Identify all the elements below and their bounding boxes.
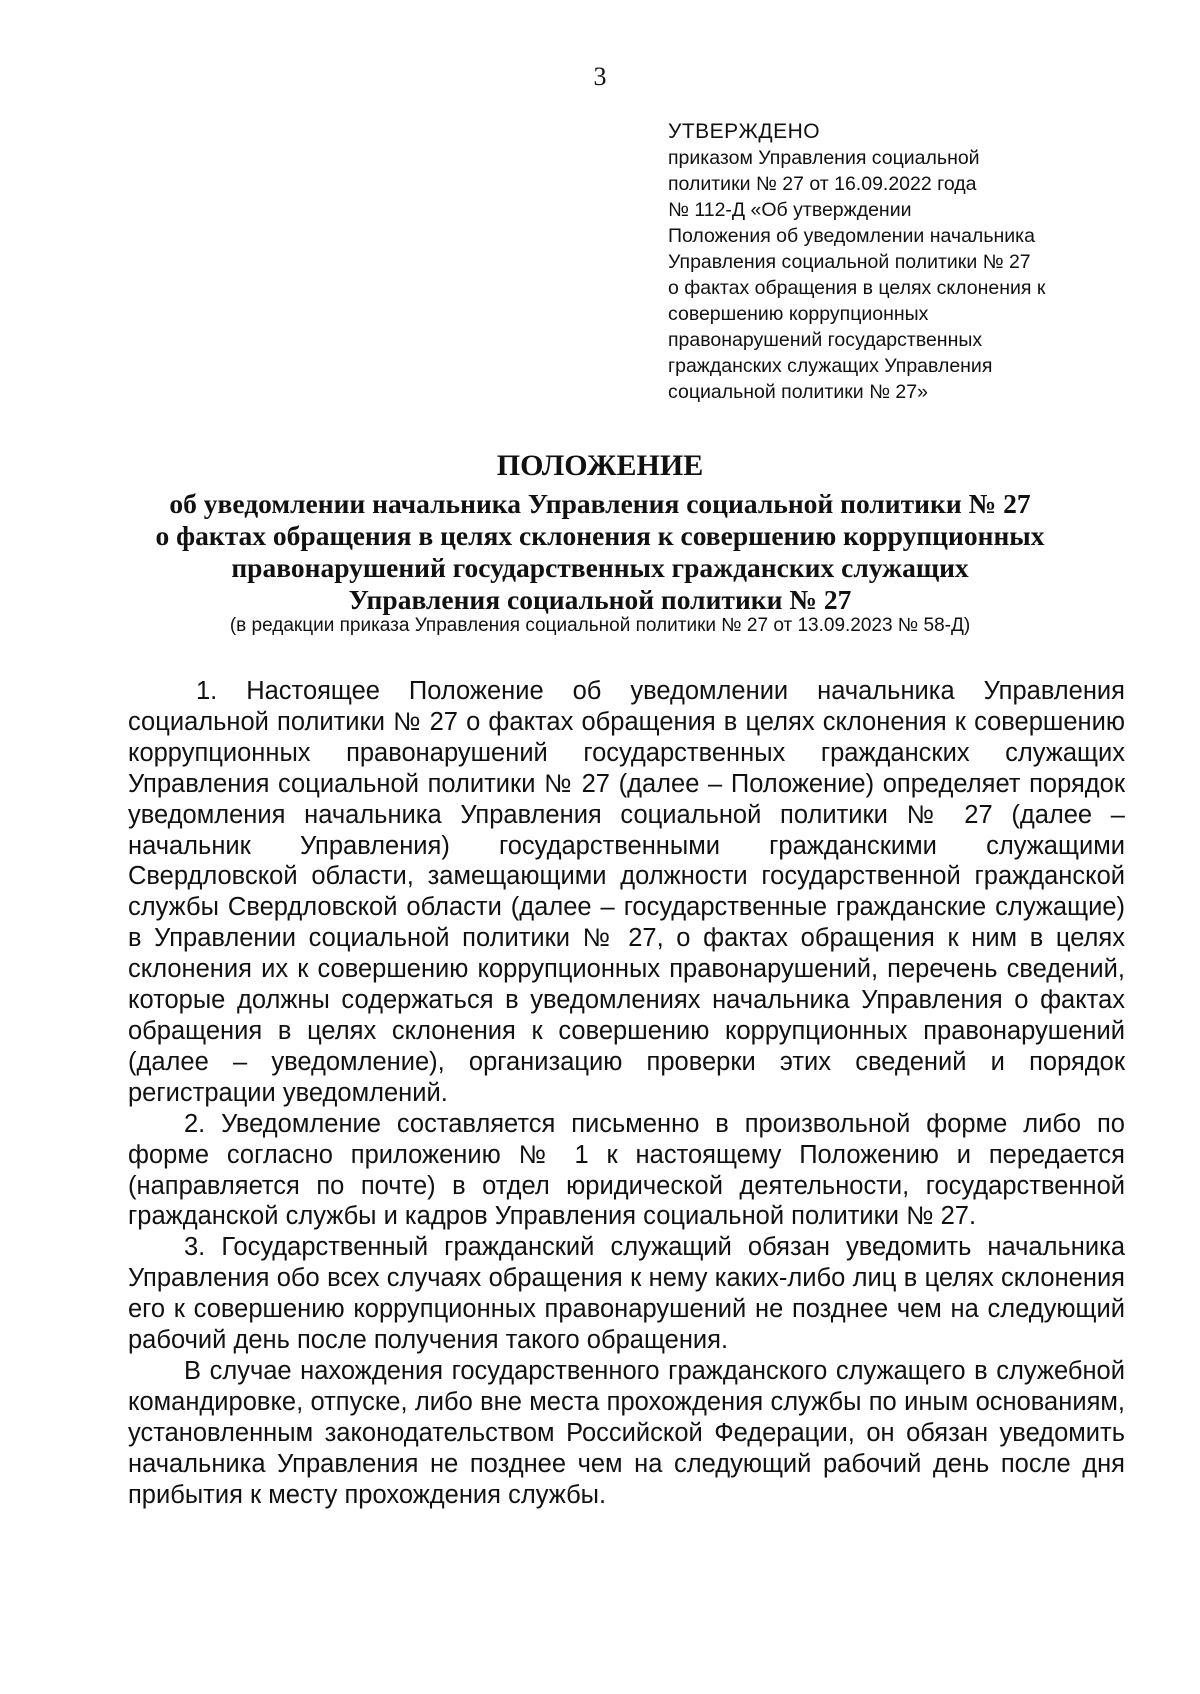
subtitle-line: о фактах обращения в целях склонения к совершению коррупционных [155, 520, 1045, 551]
paragraph-1: 1. Настоящее Положение об уведомлении начальника Управления социальной политики № 27 о фактах обращения в целях склонения к совершению коррупционных правонарушений государственных гражданских служащих Управления социальной политики № 27 (далее – Положение) определяет порядок уведомления начальника Управления социальной политики № 27 (далее – начальник Управления) государственными гражданскими служащими Свердловской области, замещающими должности государственной гражданской службы Свердловской области (далее – государственные гражданские служащие) в Управлении социальной политики № 27, о фактах обращения к ним в целях склонения их к совершению коррупционных правонарушений, перечень сведений, которые должны содержаться в уведомлениях начальника Управления о фактах обращения в целях склонения к совершению коррупционных правонарушений (далее – уведомление), организацию проверки этих сведений и порядок регистрации уведомлений. [128, 677, 1125, 1107]
approval-line: социальной политики № 27» [668, 381, 928, 403]
subtitle-line: об уведомлении начальника Управления социальной политики № 27 [169, 488, 1031, 519]
document-body [128, 676, 1125, 1510]
approval-line: правонарушений государственных [668, 329, 983, 351]
approval-line: о фактах обращения в целях склонения к [668, 277, 1046, 299]
edition-note: (в редакции приказа Управления социальной политики № 27 от 13.09.2023 № 58-Д) [229, 615, 971, 636]
approval-line: № 112-Д «Об утверждении [668, 199, 912, 221]
document-subtitle [0, 488, 1200, 616]
approval-line: политики № 27 от 16.09.2022 года [668, 173, 977, 195]
approval-line: Управления социальной политики № 27 [668, 251, 1031, 273]
page-number: 3 [593, 62, 607, 91]
approval-heading: УТВЕРЖДЕНО [668, 120, 821, 143]
subtitle-line: правонарушений государственных гражданских служащих [231, 552, 969, 583]
approval-line: гражданских служащих Управления [668, 355, 993, 377]
paragraph-3: 3. Государственный гражданский служащий обязан уведомить начальника Управления обо всех случаях обращения к нему каких-либо лиц в целях склонения его к совершению коррупционных правонарушений не позднее чем на следующий рабочий день после получения такого обращения. [128, 1233, 1125, 1355]
paragraph-2: 2. Уведомление составляется письменно в произвольной форме либо по форме согласно приложению № 1 к настоящему Положению и передается (направляется по почте) в отдел юридической деятельности, государственной гражданской службы и кадров Управления социальной политики № 27. [128, 1109, 1125, 1231]
approval-line: приказом Управления социальной [668, 147, 980, 169]
approval-stamp [668, 118, 1088, 405]
subtitle-line: Управления социальной политики № 27 [348, 584, 852, 615]
approval-line: совершению коррупционных [668, 303, 929, 325]
paragraph-3-continuation: В случае нахождения государственного гражданского служащего в служебной командировке, отпуске, либо вне места прохождения службы по иным основаниям, установленным законодательством Российской Федерации, он обязан уведомить начальника Управления не позднее чем на следующий рабочий день после дня прибытия к месту прохождения службы. [128, 1356, 1125, 1509]
approval-line: Положения об уведомлении начальника [668, 225, 1035, 247]
document-title: ПОЛОЖЕНИЕ [496, 449, 704, 482]
